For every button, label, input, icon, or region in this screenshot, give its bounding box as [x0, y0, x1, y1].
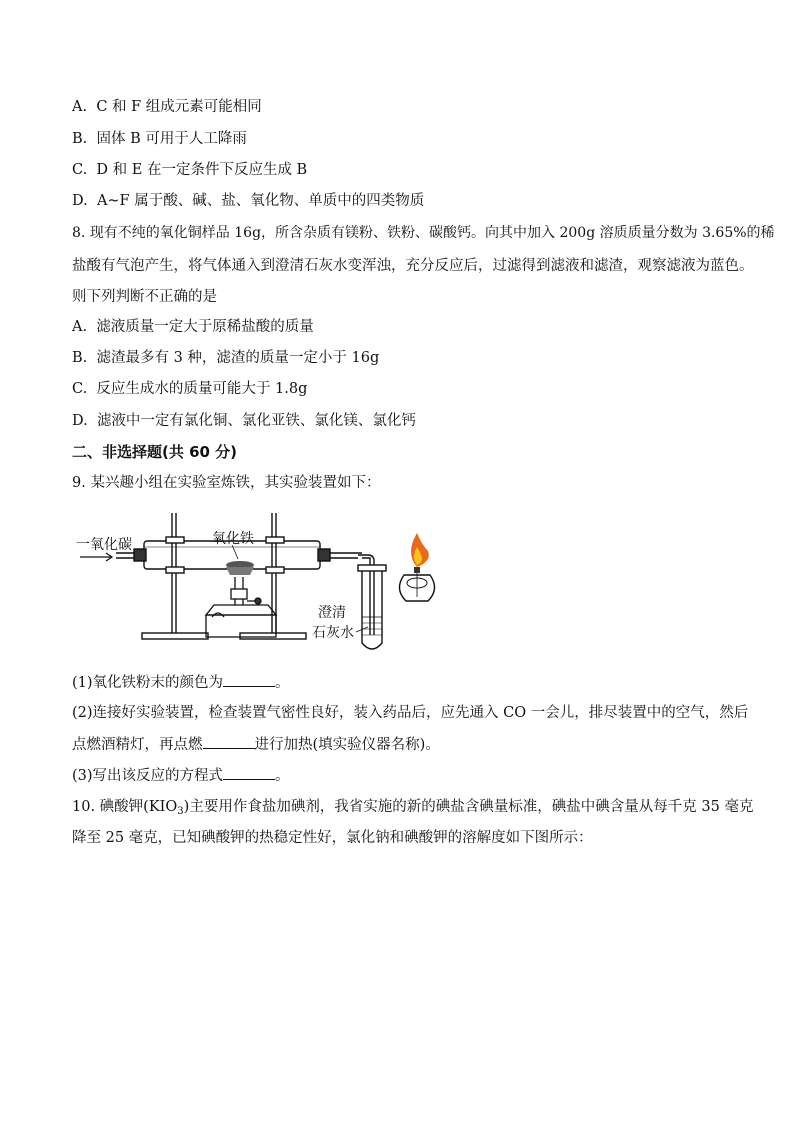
q9-part1 [72, 672, 290, 693]
option-text: 滤液质量一定大于原稀盐酸的质量 [96, 319, 314, 335]
q9-part1-text: (1)氧化铁粉末的颜色为 [72, 675, 224, 691]
option-text: 反应生成水的质量可能大于 1.8g [96, 381, 308, 397]
answer-blank[interactable] [223, 765, 275, 780]
option-letter: C. [72, 162, 88, 178]
test-tube [358, 565, 386, 649]
q7-option-d [72, 191, 424, 211]
alcohol-lamp-icon [399, 533, 434, 601]
q7-option-b [72, 129, 247, 149]
q9-part3-end: 。 [275, 768, 290, 784]
q8-option-a [72, 317, 314, 337]
option-letter: B. [72, 350, 88, 366]
q10-text-b: )主要用作食盐加碘剂，我省实施的新的碘盐含碘量标准，碘盐中碘含量从每千克 35 毫克 [183, 799, 754, 815]
q8-stem-line2: 盐酸有气泡产生，将气体通入到澄清石灰水变浑浊，充分反应后，过滤得到滤液和滤渣，观察滤液为蓝色。 [72, 258, 754, 274]
q8-option-c [72, 379, 307, 399]
q9-part2-end: 进行加热(填实验仪器名称)。 [254, 737, 440, 753]
q9-part2-line2 [72, 734, 440, 755]
option-text: 滤液中一定有氯化铜、氯化亚铁、氯化镁、氯化钙 [96, 413, 416, 429]
spray-lamp [206, 577, 276, 637]
option-text: D 和 E 在一定条件下反应生成 B [96, 162, 308, 178]
q8-stem-line1: 8. 现有不纯的氧化铜样品 16g，所含杂质有镁粉、铁粉、碳酸钙。向其中加入 200g 溶质质量分数为 3.65%的稀 [72, 225, 775, 241]
label-carbon-monoxide: 一氧化碳 [76, 537, 132, 553]
option-text: A~F 属于酸、碱、盐、氧化物、单质中的四类物质 [96, 193, 425, 209]
q9-part1-end: 。 [275, 675, 290, 691]
iron-stand-left [142, 513, 208, 639]
iron-oxide-powder [226, 561, 254, 575]
option-text: C 和 F 组成元素可能相同 [96, 99, 262, 115]
q7-option-a [72, 97, 262, 117]
label-iron-oxide: 氧化铁 [212, 531, 254, 547]
option-letter: B. [72, 131, 88, 147]
section-heading: 二、非选择题(共 60 分) [72, 443, 238, 461]
option-text: 固体 B 可用于人工降雨 [96, 131, 247, 147]
q7-option-c [72, 160, 307, 180]
answer-blank[interactable] [223, 672, 275, 687]
gas-flow-arrow [80, 553, 112, 561]
q8-option-d [72, 411, 416, 431]
q9-part2-line1: (2)连接好实验装置，检查装置气密性良好，装入药品后，应先通入 CO 一会儿，排尽装置中的空气，然后 [72, 705, 749, 721]
option-letter: A. [72, 99, 88, 115]
subscript: 3 [177, 806, 184, 817]
q10-line1 [72, 797, 753, 822]
experiment-apparatus-diagram [72, 505, 452, 660]
option-letter: D. [72, 193, 88, 209]
q9-part3-text: (3)写出该反应的方程式 [72, 768, 224, 784]
q10-text-a: 10. 碘酸钾(KIO [72, 799, 178, 815]
option-text: 滤渣最多有 3 种，滤渣的质量一定小于 16g [96, 350, 380, 366]
q9-part3 [72, 765, 290, 786]
label-limewater-1: 澄清 [318, 605, 346, 621]
q9-stem: 9. 某兴趣小组在实验室炼铁，其实验装置如下： [72, 475, 381, 491]
answer-blank[interactable] [203, 734, 255, 749]
label-limewater-2: 石灰水 [312, 625, 354, 641]
q10-line2: 降至 25 毫克，已知碘酸钾的热稳定性好，氯化钠和碘酸钾的溶解度如下图所示： [72, 830, 593, 846]
q8-option-b [72, 348, 379, 368]
option-letter: A. [72, 319, 88, 335]
option-letter: D. [72, 413, 88, 429]
q9-part2-text: 点燃酒精灯，再点燃 [72, 737, 203, 753]
option-letter: C. [72, 381, 88, 397]
q8-stem-line3: 则下列判断不正确的是 [72, 289, 217, 305]
